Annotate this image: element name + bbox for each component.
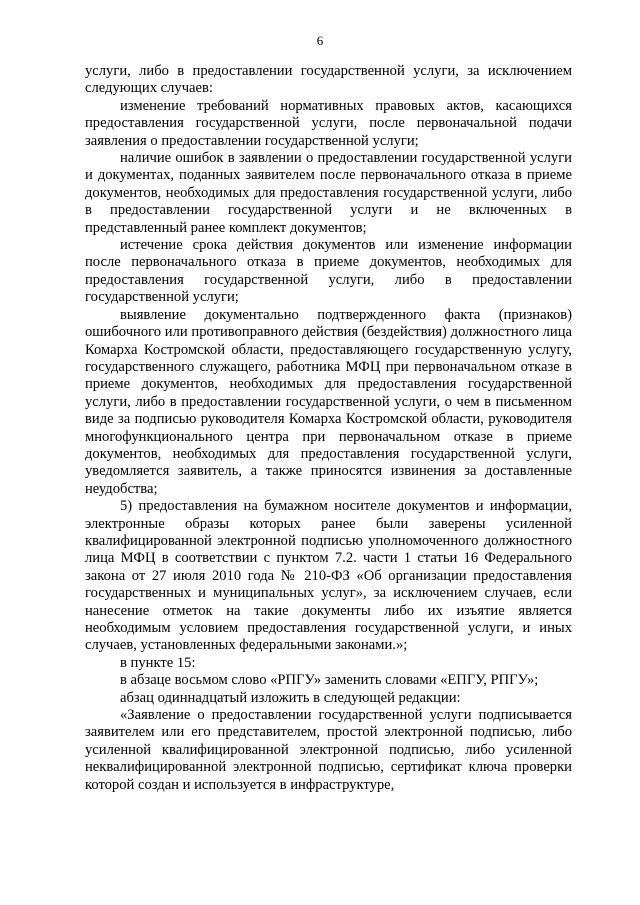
- paragraph: наличие ошибок в заявлении о предоставлении государственной услуги и документах, поданных заявителем после первоначального отказа в приеме документов, необходимых для предоставления государственной услуги, либо в предоставлении государственной услуги и не включенных в представленный ранее комплект документов;: [85, 150, 572, 236]
- paragraph: изменение требований нормативных правовых актов, касающихся предоставления государственной услуги, после первоначальной подачи заявления о предоставлении государственной услуги;: [85, 97, 572, 149]
- paragraph: истечение срока действия документов или изменение информации после первоначального отказа в приеме документов, необходимых для предоставления государственной услуги, либо в предоставлении государственной услуги;: [85, 237, 572, 306]
- paragraph: в абзаце восьмом слово «РПГУ» заменить словами «ЕПГУ, РПГУ»;: [120, 672, 539, 689]
- page-number: 6: [316, 33, 324, 48]
- paragraph: «Заявление о предоставлении государственной услуги подписывается заявителем или его представителем, простой электронной подписью, либо усиленной квалифицированной электронной подписью, либо усиленной неквалифицированной электронной подписью, сертификат ключа проверки которой создан и используется в инфраструктуре,: [85, 707, 572, 793]
- paragraph: услуги, либо в предоставлении государственной услуги, за исключением следующих случаев:: [85, 63, 572, 97]
- paragraph: абзац одиннадцатый изложить в следующей редакции:: [120, 689, 461, 706]
- paragraph: в пункте 15:: [120, 654, 196, 671]
- paragraph: 5) предоставления на бумажном носителе документов и информации, электронные образы которых ранее были заверены усиленной квалифицированной электронной подписью уполномоченного должностного лица МФЦ в соответствии с пунктом 7.2. части 1 статьи 16 Федерального закона от 27 июля 2010 года № 210-ФЗ «Об организации предоставления государственных и муниципальных услуг», за исключением случаев, если нанесение отметок на такие документы либо их изъятие является необходимым условием предоставления государственной услуги, и иных случаев, установленных федеральными законами.»;: [85, 498, 572, 654]
- paragraph: выявление документально подтвержденного факта (признаков) ошибочного или противоправного действия (бездействия) должностного лица Комарха Костромской области, предоставляющего государственную услугу, государственного служащего, работника МФЦ при первоначальном отказе в приеме документов, необходимых для предоставления государственной услуги, либо в предоставлении государственной услуги, о чем в письменном виде за подписью руководителя Комарха Костромской области, руководителя многофункционального центра при первоначальном отказе в приеме документов, необходимых для предоставления государственной услуги, уведомляется заявитель, а также приносятся извинения за доставленные неудобства;: [85, 306, 572, 497]
- document-body: [85, 63, 572, 794]
